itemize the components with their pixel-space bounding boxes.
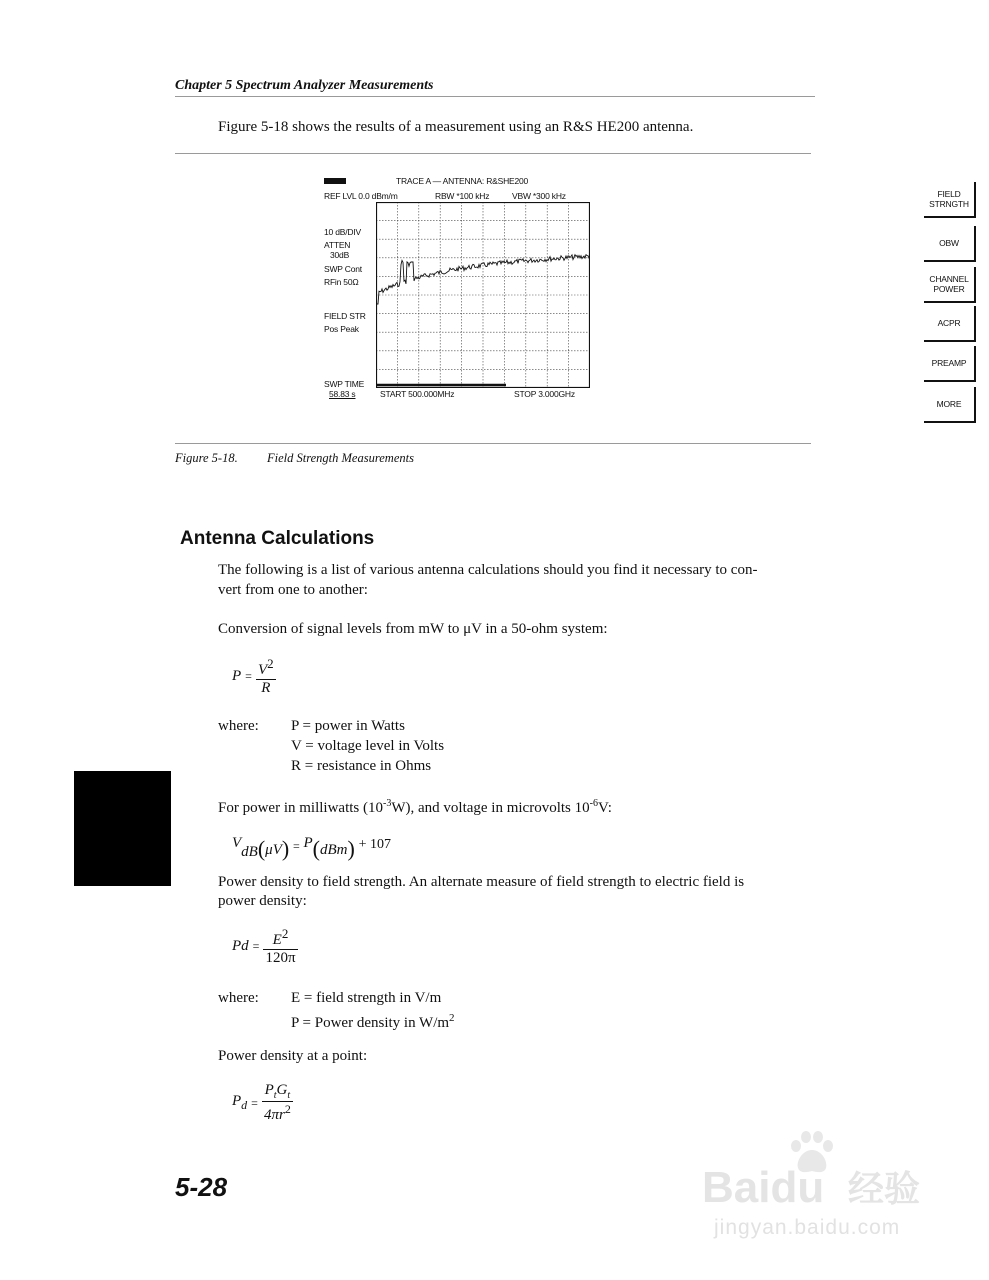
where2-line2: P = Power density in $W/m^2$ xyxy=(291,1012,455,1031)
equation-dbuv: VdB(μV) = P(dBm) + 107 xyxy=(232,835,391,861)
eq1-equals: = xyxy=(245,669,252,683)
start-frequency: START 500.000MHz xyxy=(380,389,455,399)
page-number: 5-28 xyxy=(175,1172,228,1202)
spectrum-analyzer-figure xyxy=(320,170,969,432)
eq1-fraction: $\frac{V^2}{R}$ xyxy=(257,656,274,696)
rbw-setting: RBW *100 kHz xyxy=(435,191,490,201)
section-heading: Antenna Calculations xyxy=(180,528,375,549)
rf-input: RFin 50Ω xyxy=(324,277,359,287)
softkey-field-strngth[interactable]: FIELD STRNGTH xyxy=(924,182,976,218)
equation-power xyxy=(232,656,276,697)
paragraph-intro-2: vert from one to another: xyxy=(218,582,368,598)
paragraph-milliwatts: For power in milliwatts $(10^{-3}W)$, and voltage in microvolts $10^{-6}V$: xyxy=(218,798,612,816)
softkey-channel-power[interactable]: CHANNEL POWER xyxy=(924,267,976,303)
paragraph-power-density-2: power density: xyxy=(218,893,307,909)
where1-line3: R = resistance in Ohms xyxy=(291,758,432,774)
where2-line1: E = field strength in V/m xyxy=(291,990,442,1006)
softkey-more[interactable]: MORE xyxy=(924,387,976,423)
eq1-lhs: P xyxy=(232,668,242,684)
watermark-brand: Baidu xyxy=(702,1163,825,1212)
trace-title: TRACE A — ANTENNA: R&SHE200 xyxy=(396,176,529,186)
spectrum-graticule xyxy=(376,202,590,388)
equation-point-density: $P_d$ = $\frac{P_tG_t}{4\pi r^2}$ xyxy=(232,1082,291,1123)
chapter-side-tab xyxy=(74,771,171,886)
watermark-url: jingyan.baidu.com xyxy=(714,1216,901,1239)
paragraph-intro-1: The following is a list of various antenna calculations should you find it necessary to con- xyxy=(218,562,758,578)
watermark-cn: 经验 xyxy=(848,1168,921,1209)
running-header: Chapter 5 Spectrum Analyzer Measurements xyxy=(175,78,434,93)
sweep-time-label: SWP TIME xyxy=(324,379,365,389)
figure-caption-number: Figure 5-18. xyxy=(175,451,238,465)
paragraph-point-density: Power density at a point: xyxy=(218,1048,368,1064)
softkey-acpr[interactable]: ACPR xyxy=(924,306,976,342)
ref-level: REF LVL 0.0 dBm/m xyxy=(324,191,398,201)
paragraph-power-density-1: Power density to field strength. An alternate measure of field strength to electric field is xyxy=(218,874,745,890)
softkey-preamp[interactable]: PREAMP xyxy=(924,346,976,382)
header-rule xyxy=(175,96,815,97)
stop-frequency: STOP 3.000GHz xyxy=(514,389,575,399)
detector-mode: Pos Peak xyxy=(324,324,359,334)
figure-caption-title: Field Strength Measurements xyxy=(267,451,414,465)
where1-line2: V = voltage level in Volts xyxy=(291,738,445,754)
softkey-obw[interactable]: OBW xyxy=(924,226,976,262)
battery-icon xyxy=(324,178,346,184)
figure-bottom-rule xyxy=(175,443,811,444)
scale-setting: 10 dB/DIV xyxy=(324,227,361,237)
field-str-label: FIELD STR xyxy=(324,311,366,321)
where-label-1: where: xyxy=(218,718,259,734)
figure-top-rule xyxy=(175,153,811,154)
atten-value: 30dB xyxy=(330,250,350,260)
equation-power-density: Pd = $\frac{E^2}{120\pi}$ xyxy=(232,926,296,966)
baidu-watermark xyxy=(700,1130,940,1250)
vbw-setting: VBW *300 kHz xyxy=(512,191,566,201)
sweep-mode: SWP Cont xyxy=(324,264,362,274)
sweep-time-value: 58.83 s xyxy=(329,389,356,399)
paragraph-conversion: Conversion of signal levels from mW to μV in a 50-ohm system: xyxy=(218,621,608,637)
where1-line1: P = power in Watts xyxy=(291,718,405,734)
intro-paragraph: Figure 5-18 shows the results of a measurement using an R&S HE200 antenna. xyxy=(218,119,694,135)
where-label-2: where: xyxy=(218,990,259,1006)
atten-label: ATTEN xyxy=(324,240,351,250)
